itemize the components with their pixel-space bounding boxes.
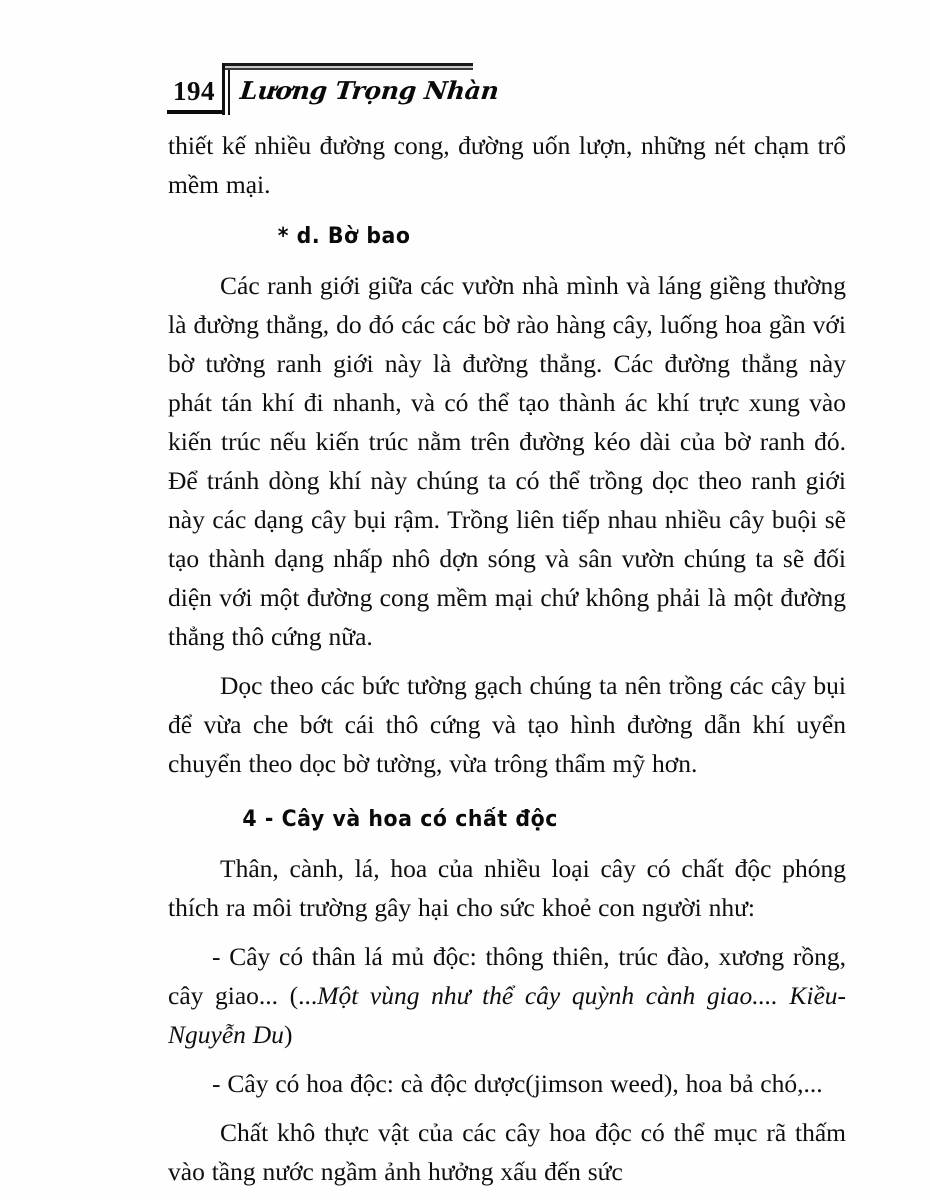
paragraph-spacer: [168, 927, 846, 937]
text-column: [168, 126, 846, 1191]
running-head: [165, 62, 805, 118]
bullet-item-1: [168, 937, 846, 1054]
page-number-block: [165, 78, 223, 105]
paragraph-spacer: [168, 1054, 846, 1064]
heading-section4-block: [168, 803, 846, 837]
heading-bo-bao: * d. Bờ bao: [277, 224, 411, 249]
bullet-1-lead: - Cây có thân lá mủ độc: thông thiên, trúc đào, xương rồng, cây giao... (...: [168, 942, 846, 1010]
page-number: 194: [173, 76, 215, 106]
paragraph-section4-intro: Thân, cành, lá, hoa của nhiều loại cây có chất độc phóng thích ra môi trường gây hại cho sức khoẻ con người như:: [168, 854, 846, 922]
paragraph-spacer: [168, 656, 846, 666]
paragraph-bobao-1: Các ranh giới giữa các vườn nhà mình và láng giềng thường là đường thẳng, do đó các các bờ rào hàng cây, luống hoa gần với bờ tường ranh giới này là đường thẳng. Các đường thẳng này phát tán khí đi nhanh, và có thể tạo thành ác khí trực xung vào kiến trúc nếu kiến trúc nằm trên đường kéo dài của bờ ranh đó. Để tránh dòng khí này chúng ta có thể trồng dọc theo ranh giới này các dạng cây bụi rậm. Trồng liên tiếp nhau nhiều cây buội sẽ tạo thành dạng nhấp nhô dợn sóng và sân vườn chúng ta sẽ đối diện với một đường cong mềm mại chứ không phải là một đường thẳng thô cứng nữa.: [168, 271, 846, 651]
header-vertical-divider: [222, 63, 230, 115]
bullet-1-tail: ): [283, 1020, 293, 1049]
heading-section-4: 4 - Cây và hoa có chất độc: [242, 807, 558, 832]
paragraph-continued: thiết kế nhiều đường cong, đường uốn lượn, những nét chạm trổ mềm mại.: [168, 131, 846, 199]
bullet-item-2: - Cây có hoa độc: cà độc dược(jimson weed), hoa bả chó,...: [212, 1069, 823, 1098]
header-horizontal-rule: [225, 63, 473, 70]
heading-bobao-block: [168, 220, 846, 254]
running-title: Lương Trọng Nhàn: [238, 76, 501, 105]
paragraph-bobao-2: Dọc theo các bức tường gạch chúng ta nên trồng các cây bụi để vừa che bớt cái thô cứng và tạo hình đường dẫn khí uyển chuyển theo dọc bờ tường, vừa trông thẩm mỹ hơn.: [168, 671, 846, 778]
paragraph-spacer: [168, 1103, 846, 1113]
page-number-underline: [167, 110, 223, 114]
bullet-1-quote: Một vùng như thể cây quỳnh cành giao.... Kiều-Nguyễn Du: [168, 981, 846, 1049]
paragraph-closing: Chất khô thực vật của các cây hoa độc có thể mục rã thấm vào tầng nước ngầm ảnh hưởng xấu đến sức: [168, 1118, 846, 1186]
